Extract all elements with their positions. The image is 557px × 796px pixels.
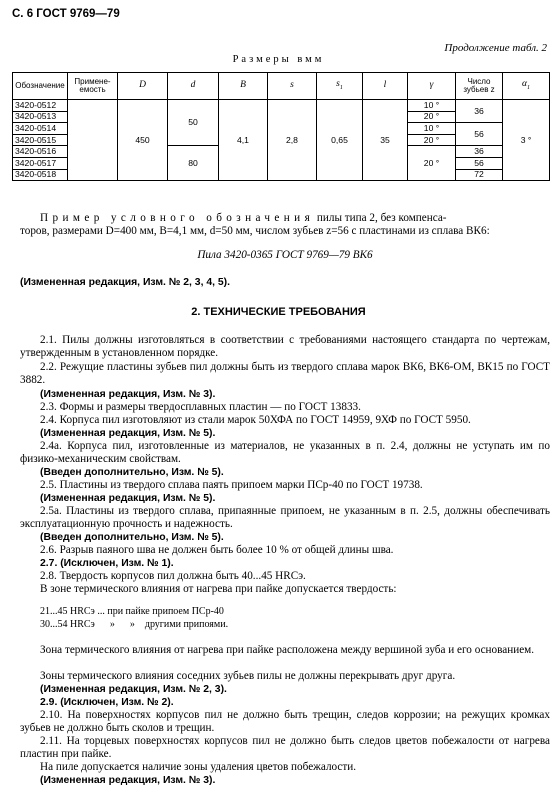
- col-alpha1: $\alpha_1$: [503, 73, 550, 100]
- teeth-header-line1: Число: [467, 76, 491, 86]
- l-cell: 35: [363, 100, 408, 181]
- paragraph-2-3: 2.3. Формы и размеры твердосплавных пластин — по ГОСТ 13833.: [40, 401, 361, 413]
- gamma-cell: 20 °: [408, 111, 456, 123]
- teeth-cell: 72: [456, 169, 503, 181]
- s-cell: 2,8: [268, 100, 317, 181]
- designation-cell: 3420-0517: [13, 157, 68, 169]
- d-cell-bottom: 80: [168, 146, 219, 181]
- zone-edit-note: (Измененная редакция, Изм. № 2, 3).: [40, 684, 227, 695]
- B-cell: 4,1: [219, 100, 268, 181]
- col-s: s: [268, 73, 317, 100]
- paragraph-2-7: 2.7. (Исключен, Изм. № 1).: [40, 558, 174, 569]
- example-designation: Пила 3420-0365 ГОСТ 9769—79 ВК6: [197, 249, 373, 261]
- zone-paragraph-1: Зона термического влияния от нагрева при пайке расположена между вершиной зуба и его основанием.: [40, 644, 535, 656]
- D-cell: 450: [118, 100, 168, 181]
- gamma-cell: 10 °: [408, 100, 456, 112]
- paragraph-2-6: 2.6. Разрыв паяного шва не должен быть более 10 % от общей длины шва.: [40, 544, 394, 556]
- table-row: [13, 100, 550, 112]
- col-D: D: [118, 73, 168, 100]
- paragraph-2-2-edit: (Измененная редакция, Изм. № 3).: [40, 389, 216, 400]
- designation-cell: 3420-0518: [13, 169, 68, 181]
- paragraph-2-1: 2.1. Пилы должны изготовляться в соответствии с требованиями настоящего стандарта по чертежам, утвержденным в установленном порядке.: [20, 334, 550, 360]
- teeth-cell: 56: [456, 157, 503, 169]
- example-text-line1: пилы типа 2, без компенса-: [314, 212, 447, 224]
- paragraph-2-4a-edit: (Введен дополнительно, Изм. № 5).: [40, 467, 224, 478]
- paragraph-2-4a: 2.4а. Корпуса пил, изготовленные из материалов, не указанных в п. 2.4, должны не уступать им по физико-механическим свойствам.: [20, 440, 550, 466]
- paragraph-2-5a-edit: (Введен дополнительно, Изм. № 5).: [40, 532, 224, 543]
- sizes-caption: Размеры вмм: [232, 54, 325, 65]
- designation-cell: 3420-0514: [13, 123, 68, 135]
- example-label: Пример условного обозначения: [40, 212, 315, 224]
- paragraph-2-8: 2.8. Твердость корпусов пил должна быть 40...45 HRCэ.: [40, 570, 306, 582]
- paragraph-2-9: 2.9. (Исключен, Изм. № 2).: [40, 697, 174, 708]
- teeth-header-line2: зубьев z: [463, 85, 495, 94]
- col-s1: $s_1$: [317, 73, 363, 100]
- page-header: С. 6 ГОСТ 9769—79: [12, 8, 120, 20]
- teeth-cell: 36: [456, 100, 503, 123]
- example-text-line2: торов, размерами D=400 мм, B=4,1 мм, d=50 мм, числом зубьев z=56 с пластинами из сплава ВК6:: [20, 225, 490, 237]
- s1-cell: 0,65: [317, 100, 363, 181]
- d-cell-top: 50: [168, 100, 219, 146]
- paragraph-2-10: 2.10. На поверхностях корпусов пил не должно быть трещин, следов коррозии; на режущих кромках зубьев не должно быть сколов и трещин.: [20, 709, 550, 735]
- hardness-line-1: 21...45 HRCэ ... при пайке припоем ПСр-40: [40, 606, 224, 617]
- col-l: l: [363, 73, 408, 100]
- designation-cell: 3420-0513: [13, 111, 68, 123]
- col-d: d: [168, 73, 219, 100]
- designation-cell: 3420-0515: [13, 134, 68, 146]
- dimensions-table: [12, 72, 550, 181]
- example-edit-note: (Измененная редакция, Изм. № 2, 3, 4, 5).: [20, 277, 231, 288]
- gamma-cell: 20 °: [408, 134, 456, 146]
- table-header-row: [13, 73, 550, 100]
- teeth-cell: 56: [456, 123, 503, 146]
- example-paragraph: [20, 212, 550, 225]
- col-application: Примене- емость: [68, 73, 118, 100]
- paragraph-2-5-edit: (Измененная редакция, Изм. № 5).: [40, 493, 216, 504]
- hardness-line-2: 30...54 HRCэ » » другими припоями.: [40, 619, 229, 630]
- zone-paragraph-2: Зоны термического влияния соседних зубьев пилы не должны перекрывать друг друга.: [40, 670, 456, 682]
- designation-cell: 3420-0512: [13, 100, 68, 112]
- col-teeth: [456, 73, 503, 100]
- paragraph-2-11-note: На пиле допускается наличие зоны удаления цветов побежалости.: [40, 761, 357, 773]
- paragraph-2-4-edit: (Измененная редакция, Изм. № 5).: [40, 428, 216, 439]
- col-B: B: [219, 73, 268, 100]
- gamma-cell: 10 °: [408, 123, 456, 135]
- alpha1-cell: 3 °: [503, 100, 550, 181]
- col-designation: Обозначение: [13, 73, 68, 100]
- paragraph-2-2: 2.2. Режущие пластины зубьев пил должны быть из твердого сплава марок ВК6, ВК6-ОМ, ВК15 по ГОСТ 3882.: [20, 361, 550, 387]
- section-title: 2. ТЕХНИЧЕСКИЕ ТРЕБОВАНИЯ: [191, 306, 366, 318]
- teeth-cell: 36: [456, 146, 503, 158]
- paragraph-2-5a: 2.5а. Пластины из твердого сплава, припаянные припоем, не указанным в п. 2.5, должны обеспечивать эксплуатационную прочность и надежность.: [20, 505, 550, 531]
- table-continuation-label: Продолжение табл. 2: [444, 42, 547, 54]
- paragraph-2-5: 2.5. Пластины из твердого сплава паять припоем марки ПСр-40 по ГОСТ 19738.: [40, 479, 423, 491]
- designation-cell: 3420-0516: [13, 146, 68, 158]
- paragraph-2-8-zone: В зоне термического влияния от нагрева при пайке допускается твердость:: [40, 583, 397, 595]
- application-cell: [68, 100, 118, 181]
- paragraph-2-4: 2.4. Корпуса пил изготовляют из стали марок 50ХФА по ГОСТ 14959, 9ХФ по ГОСТ 5950.: [40, 414, 471, 426]
- paragraph-2-11-edit: (Измененная редакция, Изм. № 3).: [40, 775, 216, 786]
- gamma-cell: 20 °: [408, 146, 456, 181]
- paragraph-2-11: 2.11. На торцевых поверхностях корпусов пил не должно быть следов цветов побежалости от нагрева пластин при пайке.: [20, 735, 550, 761]
- col-gamma: γ: [408, 73, 456, 100]
